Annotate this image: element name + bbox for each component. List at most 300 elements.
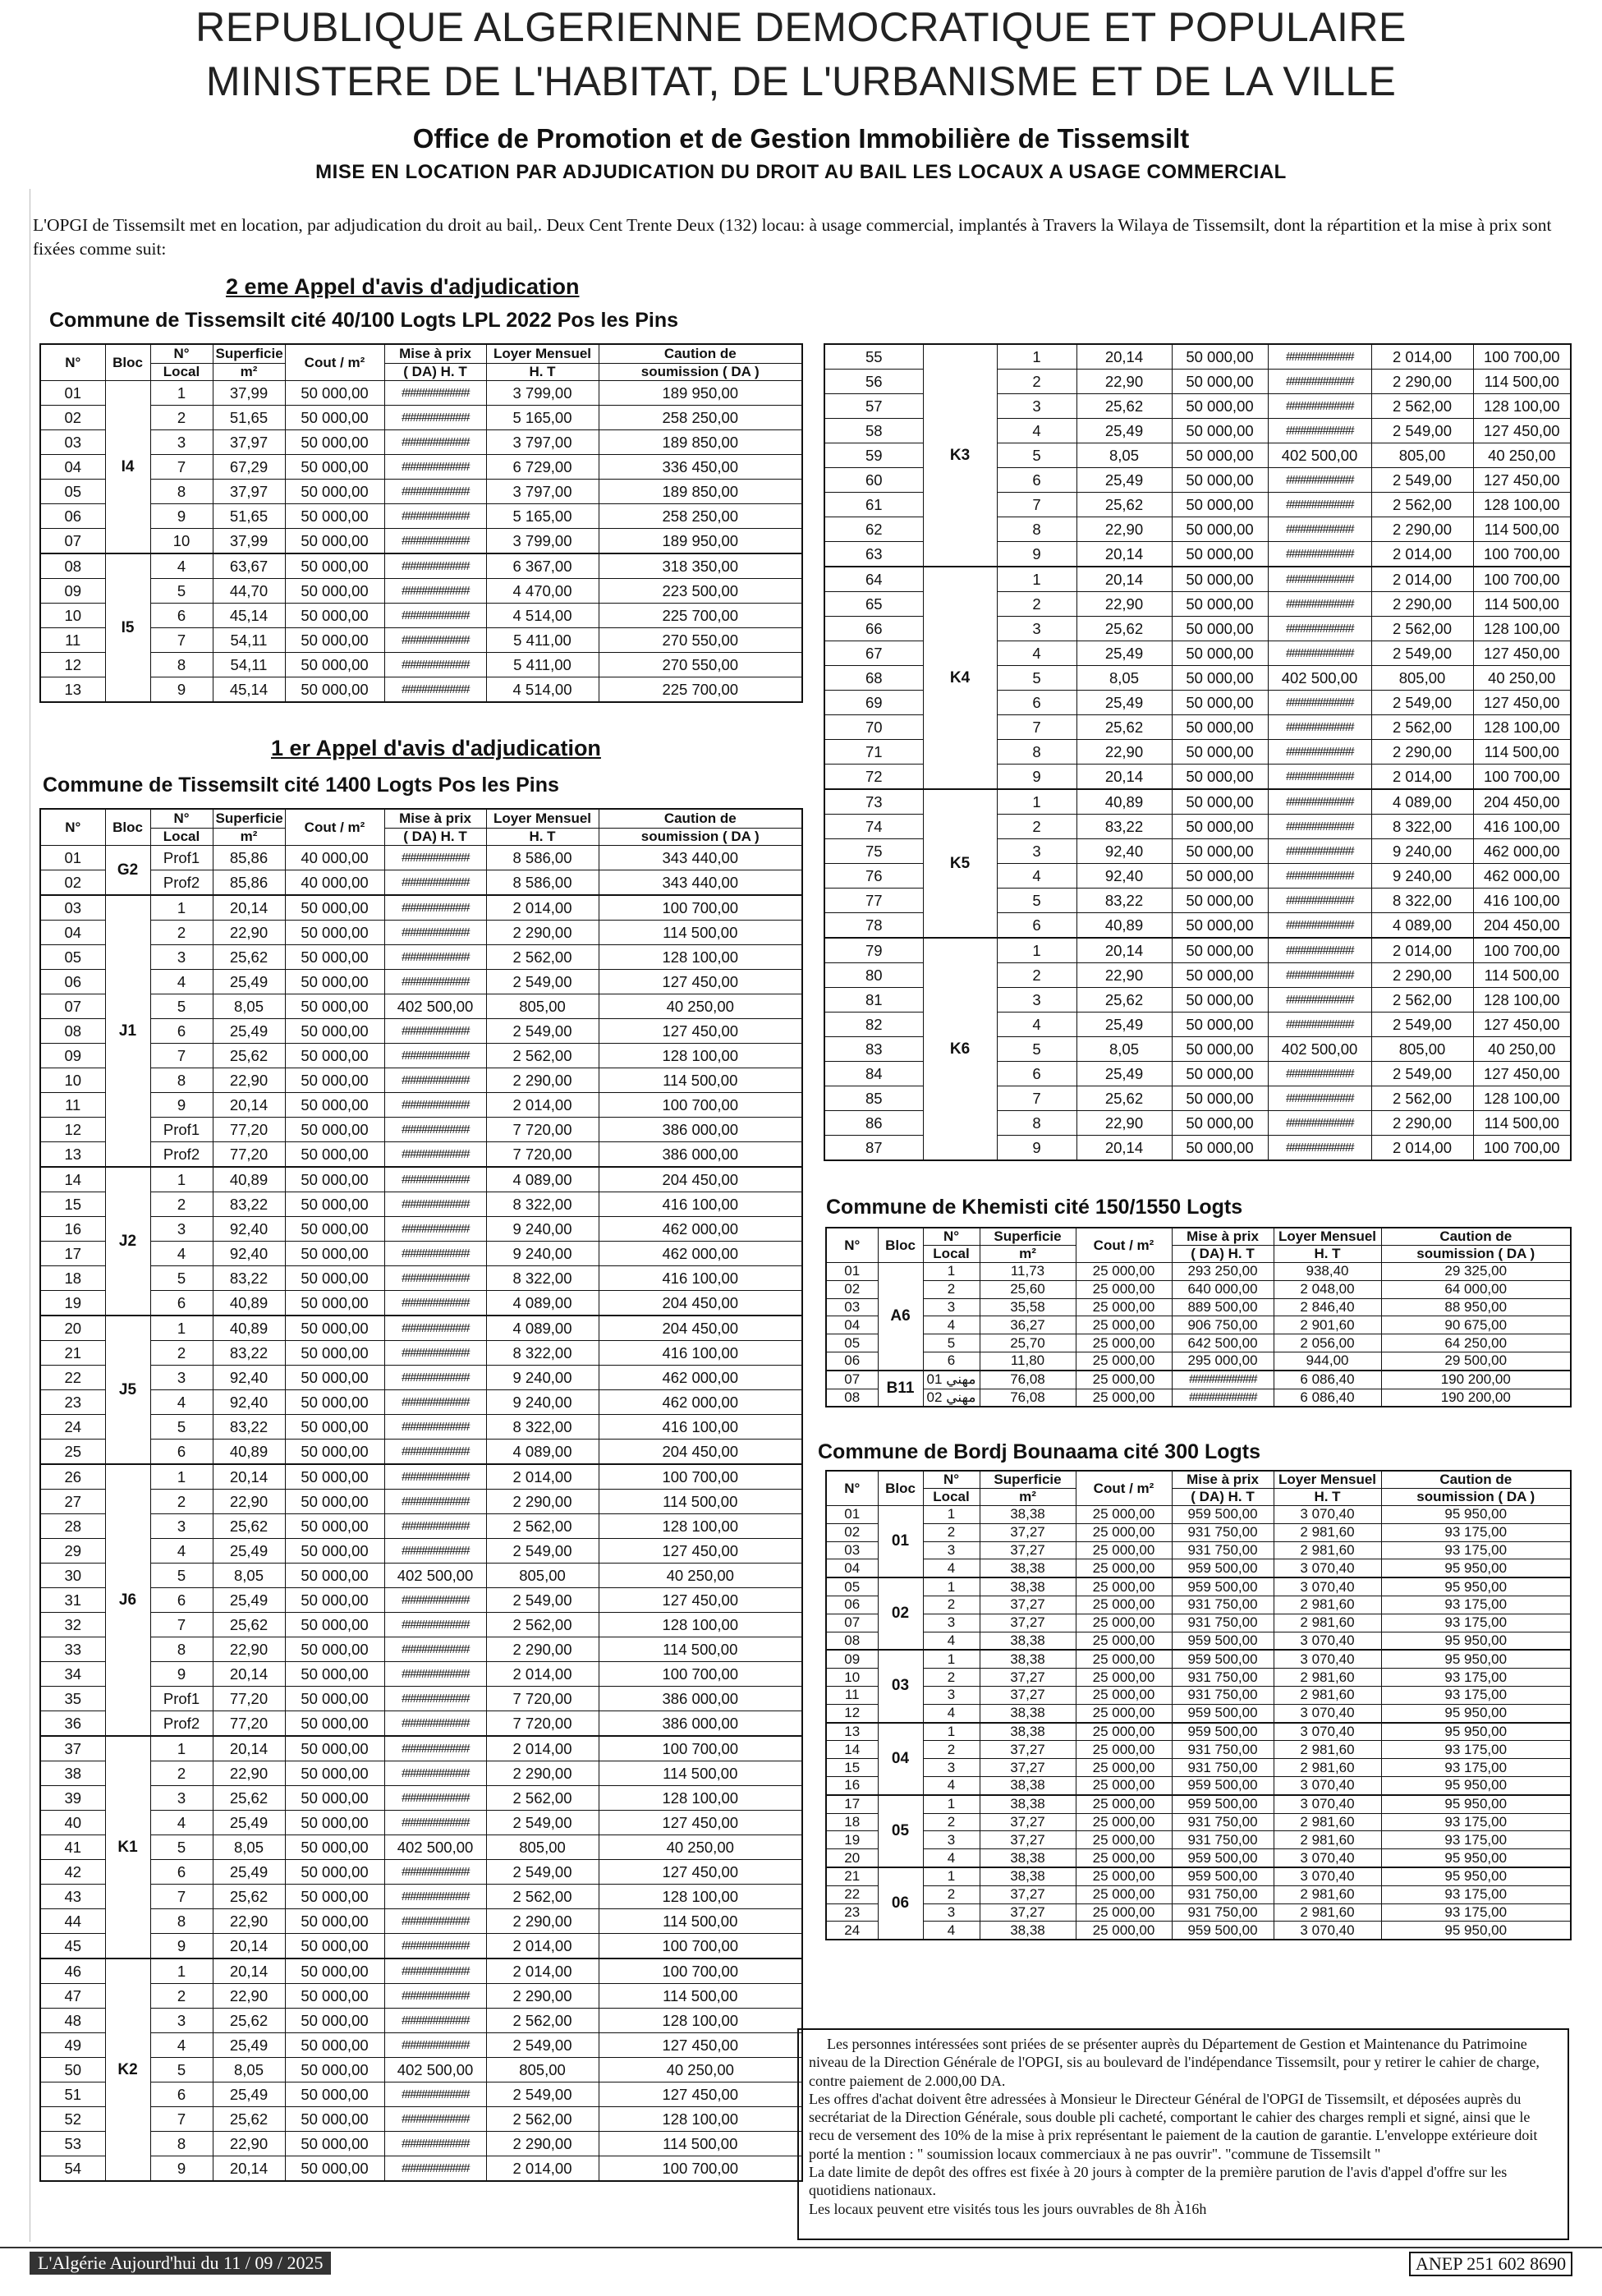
- caution-cell: 100 700,00: [599, 1958, 802, 1984]
- table-row: [40, 994, 802, 1019]
- local-cell: 3: [150, 1366, 213, 1390]
- num-cell: 83: [824, 1037, 923, 1062]
- sup-cell: 37,99: [213, 529, 285, 554]
- loyer-cell: 2 562,00: [486, 945, 599, 970]
- bloc-cell: J2: [105, 1167, 150, 1316]
- mise-cell: ############: [384, 945, 486, 970]
- sup-cell: 20,14: [213, 1958, 285, 1984]
- sup-cell: 83,22: [213, 1266, 285, 1291]
- num-cell: 03: [40, 895, 105, 921]
- table-row: [40, 1366, 802, 1390]
- local-cell: 9: [997, 765, 1076, 790]
- sup-cell: 22,90: [1076, 740, 1172, 765]
- local-cell: 1: [997, 567, 1076, 592]
- mise-cell: ############: [384, 1687, 486, 1711]
- notice-p2: Les offres d'achat doivent être adressées à Monsieur le Directeur Général de l'OPGI de Tissemsilt, et déposées auprès du secrétariat de la Direction Générale, sous double pli cacheté, comportant le cahier des charges rempli et signé, ainsi que le recu de versement des 10% de la mise à prix représentant le paiement de la caution de garantie. L'enveloppe extérieure doit porté la mention : " soumission locaux commerciaux à ne pas ouvrir". "commune de Tissemsilt ": [809, 2090, 1538, 2162]
- cout-cell: 50 000,00: [1172, 789, 1268, 815]
- num-cell: 04: [826, 1559, 878, 1577]
- caution-cell: 270 550,00: [599, 653, 802, 677]
- mise-cell: ############: [384, 1934, 486, 1959]
- sup-cell: 76,08: [980, 1371, 1076, 1389]
- cout-cell: 50 000,00: [1172, 839, 1268, 864]
- loyer-cell: 5 411,00: [486, 653, 599, 677]
- caution-cell: 40 250,00: [1473, 1037, 1571, 1062]
- caution-cell: 114 500,00: [599, 1909, 802, 1934]
- local-cell: 3: [923, 1686, 980, 1704]
- mise-cell: 959 500,00: [1172, 1849, 1274, 1867]
- sup-cell: 37,27: [980, 1669, 1076, 1687]
- loyer-cell: 2 562,00: [486, 2107, 599, 2132]
- loyer-cell: 2 290,00: [1371, 517, 1473, 542]
- mise-cell: 931 750,00: [1172, 1903, 1274, 1922]
- cout-cell: 50 000,00: [285, 504, 384, 529]
- caution-cell: 336 450,00: [599, 455, 802, 480]
- caution-cell: 29 500,00: [1381, 1352, 1571, 1370]
- num-cell: 36: [40, 1711, 105, 1737]
- loyer-cell: 2 562,00: [486, 1044, 599, 1068]
- table-row: [40, 2058, 802, 2082]
- cout-cell: 50 000,00: [285, 406, 384, 430]
- loyer-cell: 6 086,40: [1274, 1389, 1381, 1407]
- appel-2-heading: 2 eme Appel d'avis d'adjudication: [226, 274, 580, 299]
- caution-cell: 204 450,00: [1473, 913, 1571, 939]
- cout-cell: 50 000,00: [1172, 394, 1268, 419]
- mise-cell: ############: [1268, 641, 1371, 666]
- local-cell: 3: [923, 1614, 980, 1632]
- sup-cell: 37,27: [980, 1813, 1076, 1831]
- table-row: [40, 2033, 802, 2058]
- table-row: [826, 1867, 1571, 1885]
- cout-cell: 50 000,00: [285, 1192, 384, 1217]
- mise-cell: 931 750,00: [1172, 1541, 1274, 1559]
- cout-cell: 25 000,00: [1076, 1316, 1172, 1334]
- num-cell: 33: [40, 1637, 105, 1662]
- mise-cell: ############: [1172, 1371, 1274, 1389]
- cout-cell: 50 000,00: [1172, 1062, 1268, 1086]
- num-cell: 12: [40, 1118, 105, 1142]
- loyer-cell: 4 514,00: [486, 677, 599, 703]
- mise-cell: ############: [384, 1958, 486, 1984]
- num-cell: 75: [824, 839, 923, 864]
- cout-cell: 40 000,00: [285, 846, 384, 870]
- loyer-cell: 2 549,00: [486, 970, 599, 994]
- local-cell: 7: [150, 1044, 213, 1068]
- caution-cell: 258 250,00: [599, 406, 802, 430]
- caution-cell: 225 700,00: [599, 604, 802, 628]
- cout-cell: 25 000,00: [1076, 1559, 1172, 1577]
- mise-cell: ############: [384, 1019, 486, 1044]
- caution-cell: 128 100,00: [599, 1885, 802, 1909]
- local-cell: 10: [150, 529, 213, 554]
- caution-cell: 114 500,00: [1473, 370, 1571, 394]
- mise-cell: ############: [384, 2156, 486, 2182]
- caution-cell: 127 450,00: [1473, 468, 1571, 493]
- sup-cell: 25,62: [213, 1514, 285, 1539]
- num-cell: 06: [826, 1596, 878, 1614]
- cout-cell: 50 000,00: [285, 1811, 384, 1835]
- loyer-cell: 2 290,00: [1371, 1111, 1473, 1136]
- cout-cell: 50 000,00: [1172, 988, 1268, 1013]
- cout-cell: 50 000,00: [285, 1860, 384, 1885]
- sup-cell: 8,05: [1076, 666, 1172, 691]
- bloc-cell: K4: [923, 567, 997, 789]
- cout-cell: 25 000,00: [1076, 1776, 1172, 1794]
- sup-cell: 83,22: [213, 1415, 285, 1440]
- loyer-cell: 2 549,00: [486, 1860, 599, 1885]
- table-row: [40, 1637, 802, 1662]
- caution-cell: 100 700,00: [1473, 567, 1571, 592]
- loyer-cell: 2 549,00: [486, 1539, 599, 1564]
- caution-cell: 416 100,00: [1473, 815, 1571, 839]
- cout-cell: 50 000,00: [1172, 889, 1268, 913]
- local-cell: 5: [923, 1334, 980, 1352]
- cout-cell: 50 000,00: [1172, 765, 1268, 790]
- cout-cell: 50 000,00: [1172, 691, 1268, 715]
- caution-cell: 128 100,00: [1473, 617, 1571, 641]
- loyer-cell: 2 562,00: [486, 1885, 599, 1909]
- num-cell: 16: [826, 1776, 878, 1794]
- table-row: [40, 1958, 802, 1984]
- caution-cell: 190 200,00: [1381, 1371, 1571, 1389]
- sup-cell: 83,22: [213, 1192, 285, 1217]
- sup-cell: 22,90: [213, 2132, 285, 2156]
- sup-cell: 25,49: [213, 2082, 285, 2107]
- local-cell: 4: [150, 1242, 213, 1266]
- num-cell: 06: [40, 504, 105, 529]
- header-mise-l2: ( DA) H. T: [1172, 1246, 1274, 1263]
- cout-cell: 50 000,00: [1172, 592, 1268, 617]
- sup-cell: 25,49: [213, 1019, 285, 1044]
- sup-cell: 38,38: [980, 1650, 1076, 1668]
- local-cell: 1: [997, 344, 1076, 370]
- caution-cell: 225 700,00: [599, 677, 802, 703]
- mise-cell: 402 500,00: [384, 1564, 486, 1588]
- sup-cell: 20,14: [213, 1736, 285, 1761]
- caution-cell: 416 100,00: [1473, 889, 1571, 913]
- table-row: [826, 1371, 1571, 1389]
- caution-cell: 100 700,00: [599, 1464, 802, 1490]
- cout-cell: 50 000,00: [285, 677, 384, 703]
- table-row: [826, 1263, 1571, 1281]
- mise-cell: ############: [384, 553, 486, 579]
- local-cell: 6: [150, 1440, 213, 1465]
- cout-cell: 50 000,00: [285, 653, 384, 677]
- mise-cell: ############: [1268, 419, 1371, 443]
- mise-cell: ############: [1268, 1013, 1371, 1037]
- table-row: [40, 970, 802, 994]
- loyer-cell: 2 549,00: [486, 2082, 599, 2107]
- sup-cell: 20,14: [1076, 1136, 1172, 1161]
- local-cell: 2: [923, 1885, 980, 1903]
- table-row: [826, 1650, 1571, 1668]
- table-row: [40, 1044, 802, 1068]
- local-cell: 1: [923, 1650, 980, 1668]
- notice-subject: MISE EN LOCATION PAR ADJUDICATION DU DROIT AU BAIL LES LOCAUX A USAGE COMMERCIAL: [315, 161, 1287, 183]
- cout-cell: 50 000,00: [285, 430, 384, 455]
- caution-cell: 29 325,00: [1381, 1263, 1571, 1281]
- caution-cell: 114 500,00: [1473, 963, 1571, 988]
- mise-cell: 402 500,00: [384, 1835, 486, 1860]
- local-cell: 7: [997, 1086, 1076, 1111]
- sup-cell: 45,14: [213, 677, 285, 703]
- loyer-cell: 805,00: [1371, 1037, 1473, 1062]
- mise-cell: ############: [384, 1440, 486, 1465]
- loyer-cell: 2 562,00: [1371, 493, 1473, 517]
- loyer-cell: 2 014,00: [486, 1093, 599, 1118]
- local-cell: 4: [150, 2033, 213, 2058]
- sup-cell: 22,90: [1076, 370, 1172, 394]
- mise-cell: ############: [384, 846, 486, 870]
- local-cell: 2: [150, 406, 213, 430]
- header-loyer-l2: H. T: [486, 829, 599, 846]
- header-mise-l1: Mise à prix: [384, 344, 486, 364]
- table-row: [826, 1577, 1571, 1596]
- caution-cell: 93 175,00: [1381, 1669, 1571, 1687]
- bloc-cell: 02: [878, 1577, 923, 1650]
- mise-cell: ############: [1268, 468, 1371, 493]
- cout-cell: 50 000,00: [285, 1613, 384, 1637]
- republic-title: REPUBLIQUE ALGERIENNE DEMOCRATIQUE ET POPULAIRE: [195, 4, 1407, 50]
- local-cell: 4: [923, 1922, 980, 1940]
- table-row: [40, 2156, 802, 2182]
- mise-cell: ############: [384, 2107, 486, 2132]
- local-cell: 1: [150, 1167, 213, 1192]
- loyer-cell: 2 981,60: [1274, 1759, 1381, 1777]
- sup-cell: 37,27: [980, 1741, 1076, 1759]
- loyer-cell: 2 981,60: [1274, 1885, 1381, 1903]
- num-cell: 32: [40, 1613, 105, 1637]
- local-cell: 7: [150, 455, 213, 480]
- cout-cell: 50 000,00: [1172, 617, 1268, 641]
- sup-cell: 85,86: [213, 846, 285, 870]
- caution-cell: 128 100,00: [599, 1044, 802, 1068]
- table-row: [40, 1588, 802, 1613]
- mise-cell: ############: [1268, 691, 1371, 715]
- loyer-cell: 2 981,60: [1274, 1614, 1381, 1632]
- local-cell: 2: [150, 1341, 213, 1366]
- mise-cell: ############: [1268, 1086, 1371, 1111]
- header-cout: Cout / m²: [285, 344, 384, 381]
- header-local-l1: N°: [150, 344, 213, 364]
- mise-cell: 959 500,00: [1172, 1795, 1274, 1813]
- num-cell: 25: [40, 1440, 105, 1465]
- num-cell: 45: [40, 1934, 105, 1959]
- header-loyer-l2: H. T: [1274, 1246, 1381, 1263]
- local-cell: Prof2: [150, 1711, 213, 1737]
- local-cell: 3: [997, 988, 1076, 1013]
- mise-cell: ############: [384, 1142, 486, 1168]
- loyer-cell: 2 014,00: [486, 1934, 599, 1959]
- table-row: [40, 1142, 802, 1168]
- table-row: [40, 1068, 802, 1093]
- sup-cell: 37,99: [213, 381, 285, 406]
- sup-cell: 40,89: [213, 1316, 285, 1341]
- table-row: [40, 2009, 802, 2033]
- table-row: [40, 1539, 802, 1564]
- table-row: [826, 1795, 1571, 1813]
- caution-cell: 100 700,00: [1473, 938, 1571, 963]
- header-caution-l1: Caution de: [599, 809, 802, 829]
- loyer-cell: 2 056,00: [1274, 1334, 1381, 1352]
- mise-cell: ############: [384, 2009, 486, 2033]
- local-cell: 1: [150, 1464, 213, 1490]
- table-row: [826, 1759, 1571, 1777]
- notice-p4: Les locaux peuvent etre visités tous les jours ouvrables de 8h À16h: [809, 2200, 1207, 2217]
- num-cell: 05: [826, 1577, 878, 1596]
- table-row: [40, 1835, 802, 1860]
- sup-cell: 37,27: [980, 1614, 1076, 1632]
- cout-cell: 50 000,00: [1172, 517, 1268, 542]
- cout-cell: 25 000,00: [1076, 1885, 1172, 1903]
- num-cell: 22: [40, 1366, 105, 1390]
- loyer-cell: 2 290,00: [486, 1490, 599, 1514]
- caution-cell: 95 950,00: [1381, 1795, 1571, 1813]
- table-row: [40, 945, 802, 970]
- caution-cell: 386 000,00: [599, 1687, 802, 1711]
- table-row: [40, 1167, 802, 1192]
- caution-cell: 189 850,00: [599, 480, 802, 504]
- local-cell: 5: [150, 1564, 213, 1588]
- local-cell: 5: [150, 1835, 213, 1860]
- caution-cell: 416 100,00: [599, 1192, 802, 1217]
- cout-cell: 50 000,00: [285, 1984, 384, 2009]
- cout-cell: 25 000,00: [1076, 1759, 1172, 1777]
- num-cell: 04: [40, 921, 105, 945]
- num-cell: 50: [40, 2058, 105, 2082]
- table-row: [40, 1662, 802, 1687]
- local-cell: 4: [997, 1013, 1076, 1037]
- sup-cell: 37,27: [980, 1596, 1076, 1614]
- loyer-cell: 2 549,00: [1371, 468, 1473, 493]
- caution-cell: 462 000,00: [599, 1217, 802, 1242]
- caution-cell: 127 450,00: [1473, 641, 1571, 666]
- header-sup-l2: m²: [213, 364, 285, 381]
- loyer-cell: 2 981,60: [1274, 1831, 1381, 1849]
- loyer-cell: 2 014,00: [1371, 542, 1473, 567]
- sup-cell: 20,14: [213, 1934, 285, 1959]
- local-cell: 3: [150, 2009, 213, 2033]
- local-cell: 4: [923, 1849, 980, 1867]
- local-cell: 7: [997, 493, 1076, 517]
- local-cell: 9: [997, 542, 1076, 567]
- loyer-cell: 2 562,00: [1371, 1086, 1473, 1111]
- mise-cell: ############: [384, 1118, 486, 1142]
- num-cell: 13: [40, 677, 105, 703]
- loyer-cell: 938,40: [1274, 1263, 1381, 1281]
- loyer-cell: 3 070,40: [1274, 1795, 1381, 1813]
- caution-cell: 223 500,00: [599, 579, 802, 604]
- caution-cell: 128 100,00: [599, 1613, 802, 1637]
- mise-cell: ############: [384, 430, 486, 455]
- cout-cell: 50 000,00: [285, 2058, 384, 2082]
- cout-cell: 50 000,00: [285, 1539, 384, 1564]
- sup-cell: 25,62: [1076, 617, 1172, 641]
- header-local-l2: Local: [923, 1246, 980, 1263]
- sup-cell: 35,58: [980, 1298, 1076, 1316]
- local-cell: 1: [150, 1736, 213, 1761]
- caution-cell: 318 350,00: [599, 553, 802, 579]
- cout-cell: 25 000,00: [1076, 1849, 1172, 1867]
- caution-cell: 386 000,00: [599, 1118, 802, 1142]
- cout-cell: 50 000,00: [1172, 1037, 1268, 1062]
- caution-cell: 189 850,00: [599, 430, 802, 455]
- header-bloc: Bloc: [878, 1471, 923, 1506]
- loyer-cell: 2 290,00: [486, 1761, 599, 1786]
- loyer-cell: 8 322,00: [1371, 815, 1473, 839]
- loyer-cell: 2 562,00: [1371, 394, 1473, 419]
- mise-cell: ############: [384, 1736, 486, 1761]
- loyer-cell: 9 240,00: [486, 1217, 599, 1242]
- local-cell: Prof1: [150, 1118, 213, 1142]
- mise-cell: 931 750,00: [1172, 1596, 1274, 1614]
- table-row: [40, 1093, 802, 1118]
- local-cell: 9: [150, 2156, 213, 2182]
- sup-cell: 83,22: [1076, 815, 1172, 839]
- loyer-cell: 5 411,00: [486, 628, 599, 653]
- cout-cell: 50 000,00: [285, 1662, 384, 1687]
- mise-cell: 959 500,00: [1172, 1559, 1274, 1577]
- sup-cell: 40,89: [1076, 789, 1172, 815]
- num-cell: 03: [826, 1298, 878, 1316]
- caution-cell: 128 100,00: [599, 945, 802, 970]
- num-cell: 08: [40, 553, 105, 579]
- section-khemisti: Commune de Khemisti cité 150/1550 Logts: [826, 1196, 1243, 1219]
- cout-cell: 50 000,00: [1172, 344, 1268, 370]
- loyer-cell: 8 322,00: [1371, 889, 1473, 913]
- mise-cell: ############: [384, 870, 486, 896]
- mise-cell: ############: [384, 1316, 486, 1341]
- mise-cell: ############: [1268, 542, 1371, 567]
- header-loyer-l1: Loyer Mensuel: [486, 344, 599, 364]
- table-row: [40, 1019, 802, 1044]
- table-row: [40, 895, 802, 921]
- sup-cell: 38,38: [980, 1506, 1076, 1524]
- sup-cell: 20,14: [1076, 567, 1172, 592]
- mise-cell: 959 500,00: [1172, 1704, 1274, 1722]
- cout-cell: 50 000,00: [1172, 1086, 1268, 1111]
- loyer-cell: 2 014,00: [1371, 1136, 1473, 1161]
- local-cell: 9: [150, 504, 213, 529]
- mise-cell: ############: [384, 1242, 486, 1266]
- local-cell: مهني 01: [923, 1371, 980, 1389]
- caution-cell: 190 200,00: [1381, 1389, 1571, 1407]
- local-cell: 4: [997, 864, 1076, 889]
- local-cell: 1: [997, 789, 1076, 815]
- loyer-cell: 2 562,00: [1371, 715, 1473, 740]
- mise-cell: 295 000,00: [1172, 1352, 1274, 1370]
- table-row: [40, 1242, 802, 1266]
- sup-cell: 45,14: [213, 604, 285, 628]
- caution-cell: 204 450,00: [599, 1316, 802, 1341]
- table-row: [40, 2132, 802, 2156]
- cout-cell: 25 000,00: [1076, 1669, 1172, 1687]
- mise-cell: ############: [384, 1539, 486, 1564]
- mise-cell: ############: [384, 1390, 486, 1415]
- table-row: [40, 921, 802, 945]
- mise-cell: ############: [384, 480, 486, 504]
- sup-cell: 22,90: [213, 1068, 285, 1093]
- cout-cell: 50 000,00: [285, 1588, 384, 1613]
- caution-cell: 95 950,00: [1381, 1922, 1571, 1940]
- num-cell: 48: [40, 2009, 105, 2033]
- loyer-cell: 3 070,40: [1274, 1559, 1381, 1577]
- local-cell: 4: [923, 1704, 980, 1722]
- num-cell: 79: [824, 938, 923, 963]
- local-cell: 4: [150, 1811, 213, 1835]
- loyer-cell: 4 089,00: [1371, 913, 1473, 939]
- conditions-notice: [797, 2028, 1569, 2240]
- caution-cell: 100 700,00: [1473, 344, 1571, 370]
